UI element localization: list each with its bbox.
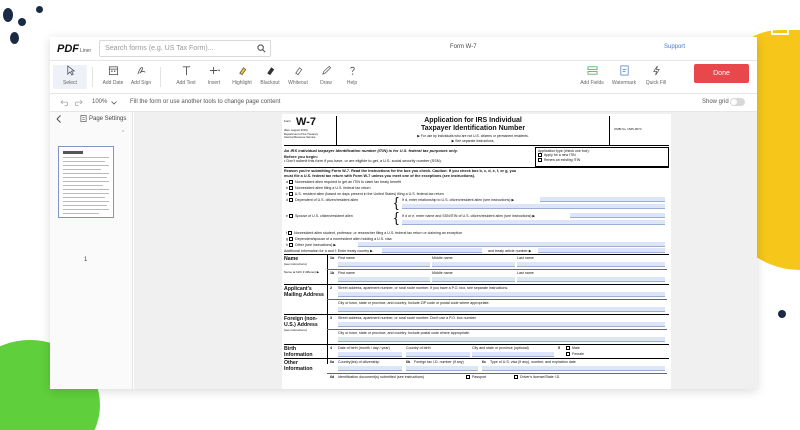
line-6d-label: 6d [330, 375, 335, 379]
country-birth-field[interactable] [406, 352, 470, 357]
citizenship-label: Country(ies) of citizenship [338, 360, 380, 364]
toggle-knob [731, 99, 737, 105]
option-g-label: Dependent/spouse of a nonresident alien holding a U.S. visa [295, 237, 392, 241]
foreign-tax-field[interactable] [406, 366, 478, 371]
brace: { [394, 194, 399, 210]
rule [284, 344, 669, 345]
thumb-line [63, 169, 101, 170]
option-e-note: If d or e, enter name and SSN/ITIN of U.S. citizen/resident alien (see instructions) ▶ [402, 214, 536, 218]
page-thumbnails-panel [50, 112, 133, 389]
first-name-field[interactable] [338, 262, 430, 267]
applicant-city-field[interactable] [338, 307, 665, 312]
calendar-icon [108, 65, 119, 76]
rule [284, 167, 669, 168]
option-h-checkbox[interactable] [289, 243, 293, 247]
option-b: b Nonresident alien filing a U.S. federal tax return [286, 186, 371, 190]
option-b-label: Nonresident alien filing a U.S. federal tax return [295, 186, 371, 190]
form-page [282, 114, 671, 389]
foreign-address-title: Foreign (non-U.S.) Address [284, 316, 318, 329]
line-2-label: 2 [330, 286, 332, 290]
apply-new-label: Apply for a new ITIN [544, 153, 576, 158]
page-thumbnail[interactable] [58, 146, 114, 218]
page-settings-label: Page Settings [89, 115, 127, 122]
thumb-line [63, 151, 83, 154]
option-c-checkbox[interactable] [289, 192, 293, 196]
show-grid-label: Show grid [702, 99, 729, 105]
relationship-field-2[interactable] [402, 204, 665, 209]
male-label: Male [572, 346, 580, 350]
thumb-line [63, 181, 109, 182]
form-title-line2: Taxpayer Identification Number [420, 125, 526, 132]
passport-checkbox[interactable] [466, 375, 470, 379]
show-grid-toggle[interactable] [730, 98, 745, 106]
line-6b-label: 6b [406, 360, 411, 364]
renew-label: Renew an existing ITIN [544, 157, 581, 162]
search-input[interactable] [99, 40, 271, 57]
top-bar [50, 37, 757, 61]
foreign-street-field[interactable] [338, 322, 665, 327]
blackout-marker-icon [265, 65, 276, 76]
drivers-license-checkbox[interactable] [514, 375, 518, 379]
select-label: Select [63, 80, 77, 86]
thumb-line [63, 185, 103, 186]
page-settings-icon [80, 115, 87, 122]
toolbar-divider [160, 67, 161, 87]
passport-option [466, 375, 486, 379]
section-divider [327, 254, 328, 364]
line-6a-label: 6a [330, 360, 334, 364]
male-option [566, 346, 580, 350]
lightning-icon [651, 65, 662, 76]
quick-fill-label: Quick Fill [645, 80, 667, 86]
applicant-street-label: Street address, apartment number, or rural route number. If you have a P.O. box, see separate instructions. [338, 286, 509, 290]
birth-last-name-field[interactable] [517, 277, 665, 282]
fields-icon [587, 65, 598, 76]
option-c: c U.S. resident alien (based on days present in the United States) filing a U.S. federal tax return [286, 192, 444, 196]
before-begin: Before you begin: [284, 154, 319, 159]
line-4-label: 4 [330, 346, 332, 350]
foreign-city-field[interactable] [338, 337, 665, 342]
name-section-title: Name [284, 256, 299, 262]
treaty-country-field[interactable] [382, 248, 482, 253]
option-e: e Spouse of U.S. citizen/resident alien [286, 214, 353, 218]
dob-field[interactable] [338, 352, 402, 357]
option-a-label: Nonresident alien required to get an ITIN to claim tax treaty benefit [295, 180, 401, 184]
female-checkbox[interactable] [566, 352, 570, 356]
birth-first-name-field[interactable] [338, 277, 430, 282]
line-1a-label: 1a [330, 256, 334, 260]
line-5-label: 5 [558, 346, 560, 350]
page-settings-button[interactable] [80, 115, 126, 122]
decorative-dot [10, 32, 19, 44]
decorative-dot [778, 310, 786, 318]
undo-icon[interactable] [60, 99, 69, 107]
applicant-address-title: Applicant's Mailing Address [284, 286, 324, 299]
visa-field[interactable] [482, 366, 665, 371]
rule [284, 358, 669, 359]
form-label: Form [284, 119, 291, 123]
other-reason-field[interactable] [358, 242, 665, 247]
option-a: a Nonresident alien required to get an ITIN to claim tax treaty benefit [286, 180, 401, 184]
option-d-checkbox[interactable] [289, 198, 293, 202]
passport-label: Passport [472, 375, 487, 379]
select-tool-button[interactable] [53, 65, 87, 89]
dont-submit-note: • Don't submit this form if you have, or are eligible to get, a U.S. social security number (SSN). [284, 159, 442, 163]
spouse-ssn-field[interactable] [570, 213, 665, 218]
help-button[interactable] [335, 65, 369, 86]
id-docs-label: Identification document(s) submitted (see instructions) [338, 375, 425, 379]
drivers-license-label: Driver's license/State I.D. [520, 375, 561, 379]
watermark-label: Watermark [611, 80, 637, 86]
zoom-level[interactable]: 100% [92, 99, 108, 105]
toolbar [50, 61, 757, 94]
spouse-name-field[interactable] [402, 220, 665, 225]
thumb-line [63, 177, 107, 178]
document-workspace [134, 112, 757, 389]
birth-name-label: Name at birth if different ▶ [284, 270, 320, 274]
relationship-field[interactable] [540, 197, 665, 202]
plus-icon [209, 65, 220, 76]
signature-icon [136, 65, 147, 76]
thumb-line [63, 213, 99, 214]
option-f: f Nonresident alien student, professor, or researcher filing a U.S. federal tax return or claiming an exception [286, 231, 463, 235]
add-sign-label: Add Sign [130, 80, 152, 86]
redo-icon[interactable] [74, 99, 83, 107]
birth-last-name-label: Last name [517, 271, 534, 275]
option-d-label: Dependent of U.S. citizen/resident alien [295, 198, 359, 202]
birth-first-name-label: First name [338, 271, 355, 275]
editor-window [50, 37, 757, 389]
option-h-label: Other (see instructions) ▶ [295, 243, 337, 247]
decorative-dot [3, 8, 13, 22]
agency: Internal Revenue Service [284, 135, 316, 140]
option-g-checkbox[interactable] [289, 237, 293, 241]
revision-date: (Rev. August 2019) [284, 128, 308, 132]
header-divider [336, 116, 337, 146]
name-section-sub: (see instructions) [284, 262, 307, 266]
toolbar-divider [92, 67, 93, 87]
treaty-article-label: and treaty article number ▶ [488, 249, 532, 253]
applicant-street-field[interactable] [338, 292, 665, 297]
help-label: Help [346, 80, 358, 86]
reason-line1: Reason you're submitting Form W-7. Read the instructions for the box you check. Caution: If you check box b, c, d, e, f, or g, you [284, 169, 517, 173]
foreign-street-label: Street address, apartment number, or rural route number. Don't use a P.O. box number. [338, 316, 477, 320]
add-text-label: Add Text [176, 80, 196, 86]
add-date-label: Add Date [102, 80, 124, 86]
toolbar-hint: Fill the form or use another tools to change page content [130, 99, 281, 105]
insert-label: Insert [207, 80, 221, 86]
form-subtitle1: ▶ For use by individuals who are not U.S. citizens or permanent residents. [417, 134, 529, 138]
quick-fill-button[interactable] [639, 65, 673, 86]
rule [284, 314, 669, 315]
cursor-icon [65, 65, 76, 76]
middle-name-label: Middle name [432, 256, 453, 260]
option-f-label: Nonresident alien student, professor, or researcher filing a U.S. federal tax return or claiming an exception [294, 231, 463, 235]
option-e-label: Spouse of U.S. citizen/resident alien [295, 214, 353, 218]
visa-label: Type of U.S. visa (if any), number, and expiration date [490, 360, 576, 364]
watermark-button[interactable] [607, 65, 641, 86]
option-g: g Dependent/spouse of a nonresident alien holding a U.S. visa [286, 237, 392, 241]
text-icon [181, 65, 192, 76]
line-6c-label: 6c [482, 360, 486, 364]
last-name-label: Last name [517, 256, 534, 260]
form-title-line1: Application for IRS Individual [424, 117, 522, 124]
treaty-article-field[interactable] [538, 248, 665, 253]
thumb-line [63, 209, 109, 210]
foreign-tax-label: Foreign tax I.D. number (if any) [414, 360, 464, 364]
option-d-note: If d, enter relationship to U.S. citizen/resident alien (see instructions) ▶ [402, 198, 515, 202]
thumb-line [63, 205, 107, 206]
citizenship-field[interactable] [338, 366, 402, 371]
last-name-field[interactable] [517, 262, 665, 267]
option-b-checkbox[interactable] [289, 186, 293, 190]
other-info-title: Other Information [284, 360, 313, 373]
watermark-icon [619, 65, 630, 76]
first-name-label: First name [338, 256, 355, 260]
country-birth-label: Country of birth [406, 346, 431, 350]
logo-sub: Liner [80, 47, 92, 54]
application-type-box [535, 147, 669, 167]
page-number: 1 [84, 257, 88, 263]
logo-text: PDF [57, 42, 79, 55]
application-type-title: Application type (check one box): [538, 149, 590, 153]
form-revision [284, 129, 334, 140]
applicant-city-label: City or town, state or province, and country. Include ZIP code or postal code where appropriate. [338, 301, 490, 305]
blackout-label: Blackout [260, 80, 280, 86]
search-placeholder: Search forms (e.g. US Tax Form)... [105, 45, 214, 52]
document-title: Form W-7 [450, 44, 477, 50]
foreign-address-sub: (see instructions) [284, 328, 307, 332]
highlight-label: Highlight [232, 80, 252, 86]
header-divider [609, 116, 610, 146]
option-h: h Other (see instructions) ▶ [286, 243, 337, 247]
rule [284, 284, 669, 285]
form-header [284, 116, 669, 146]
brace: { [394, 209, 399, 225]
thumb-line [63, 173, 109, 174]
panel-header [50, 112, 133, 128]
rule [284, 254, 669, 255]
thumb-line [63, 201, 109, 202]
pdfliner-corner-icon [768, 14, 790, 36]
add-sign-button[interactable] [124, 65, 158, 86]
reason-line2: must file a U.S. federal tax return with Form W-7 unless you meet one of the exceptions (see instructions). [284, 174, 476, 178]
middle-name-field[interactable] [432, 262, 515, 267]
form-number: W-7 [296, 116, 316, 128]
dob-label: Date of birth (month / day / year) [338, 346, 390, 350]
eraser-icon [293, 65, 304, 76]
foreign-city-label: City or town, state or province, and country. Include postal code where appropriate. [338, 331, 470, 335]
birth-middle-name-field[interactable] [432, 277, 515, 282]
option-c-label: U.S. resident alien (based on days present in the United States) filing a U.S. federal tax return [294, 192, 444, 196]
search-icon[interactable] [257, 44, 266, 53]
renew-checkbox[interactable] [538, 158, 542, 162]
thumb-line [63, 157, 109, 158]
drivers-license-option [514, 375, 560, 379]
thumb-line [63, 193, 109, 194]
secondary-toolbar [50, 94, 757, 112]
draw-label: Draw [320, 80, 332, 86]
scroll-up-icon[interactable]: ^ [122, 130, 125, 136]
department: Department of the Treasury [284, 131, 319, 136]
logo[interactable] [57, 43, 91, 55]
form-subtitle2: ▶ See separate instructions. [451, 139, 495, 143]
itin-notice: An IRS individual taxpayer identification number (ITIN) is for U.S. federal tax purposes only. [284, 148, 458, 153]
option-d: d Dependent of U.S. citizen/resident alien [286, 198, 359, 202]
birth-middle-name-label: Middle name [432, 271, 453, 275]
thumb-line [63, 161, 105, 162]
renew-option [538, 158, 666, 162]
pen-icon [321, 65, 332, 76]
line-3-label: 3 [330, 316, 332, 320]
line-1b-label: 1b [330, 271, 335, 275]
omb-number: OMB No. 1545-0074 [614, 127, 642, 131]
support-link[interactable]: Support [664, 44, 686, 50]
option-e-checkbox[interactable] [289, 214, 293, 218]
add-fields-label: Add Fields [580, 80, 604, 86]
question-icon [347, 65, 358, 76]
chevron-left-icon[interactable] [56, 115, 62, 123]
option-a-checkbox[interactable] [289, 180, 293, 184]
highlighter-icon [237, 65, 248, 76]
decorative-dot [18, 18, 26, 26]
thumb-line [63, 189, 109, 190]
additional-info: Additional information for a and f: Enter treaty country ▶ [284, 249, 373, 253]
thumb-line [63, 165, 109, 166]
thumb-line [63, 197, 105, 198]
female-label: Female [572, 352, 584, 356]
decorative-dot [36, 6, 43, 13]
birth-info-title: Birth Information [284, 346, 313, 359]
done-button[interactable]: Done [694, 64, 749, 83]
chevron-down-icon[interactable] [111, 101, 117, 105]
city-birth-field[interactable] [472, 352, 554, 357]
male-checkbox[interactable] [566, 346, 570, 350]
city-birth-label: City and state or province (optional) [472, 346, 529, 350]
female-option [566, 352, 584, 356]
whiteout-label: Whiteout [288, 80, 308, 86]
add-fields-button[interactable] [575, 65, 609, 86]
option-f-checkbox[interactable] [288, 231, 292, 235]
